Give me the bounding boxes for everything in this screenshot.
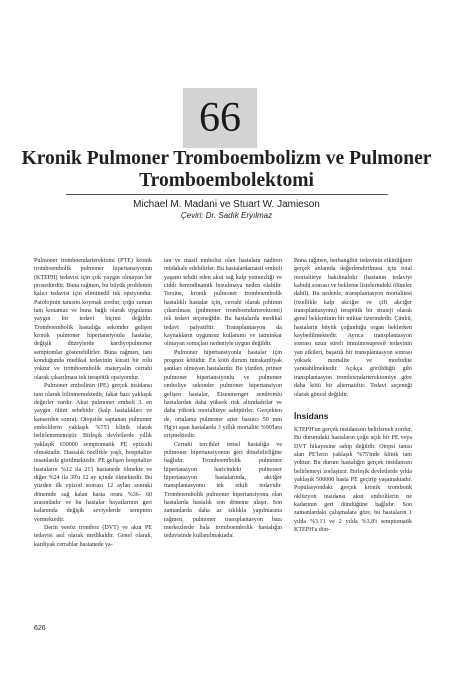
text-column-3 bbox=[294, 257, 412, 534]
page-number: 626 bbox=[34, 625, 46, 632]
paragraph: Pulmoner hipertansiyonlu hastalar için prognoz kötüdür. En kötü durum intrakardiyak şantları olmayan hastalardır. Bu yüzden, primer pulmoner hipertansiyonlu ve pulmoner emboliye sekonder pulmoner hipertansiyon gelişen hastalar, Eisenmenger sendromlu hastalardan daha yüksek risk altındadırlar ve daha yüksek mortaliteye sahiptirler. Gerçekten de, ortalama pulmoner arter basıncı 50 mm Hg'yi aşan hastalarda 3 yıllık mortalite %90'lara erişmektedir. bbox=[164, 349, 282, 440]
paragraph: Pulmoner embolinin (PE) gerçek insidansı tam olarak bilinmemektedir, fakat bazı yaklaşık değerler vardır. Akut pulmoner emboli 3. en yaygın ölüm sebebidir (kalp hastalıkları ve kanserden sonra). Otopside saptanan pulmoner embolilerin yaklaşık %75'i klinik olarak belirlenememiştir. Birleşik devletlerde yıllık yaklaşık 650000 semptomatik PE epizodu olmaktadır. Hastalık özellikle yaşlı, hospitalize insanlarda görülmektedir. PE gelişen hospitalize hastaların %12 ila 21'i hastanede ölmekte ve diğer %24 ila 39'u 12 ay içinde ölmektedir. Bu yüzden ilk epizod sonrası 12 aylan sonraki dönemde sağ kalan hasta oranı %36- 60 arasındadır ve bu hastalar hayatlarının geri kalanında değişik seviyelerde semptom vermektedir. bbox=[34, 383, 152, 523]
paragraph: tan ve masif embolisi olan hastalara nadiren müdahale edebilirler. Bu hastalardamasif emboli yaşamı tehdit eden akut sağ kalp yetmezliği ve ciddi hemodinamik bozulmaya neden olabilir. Tersine, kronik pulmoner tromboembolik hastalıklı hastalar için, cerrahi olarak pıhtının çıkarılması (pulmoner tromboendarterektomi) tek tedavi seçeneğidir. Bu hastalarda medikal tedavi palyatiftir. Transplantasyon da kaynakların uygunsuz kullanımı ve tatminkar olmayan sonuçları nedeniyle uygun değildir. bbox=[164, 258, 282, 348]
translator-credit: Çeviri: Dr. Sadık Eryılmaz bbox=[180, 211, 273, 220]
paragraph: Cerrahi tercihler temel hastalığa ve pulmoner hipertansiyonun geri dönebilirliğine bağlıdır. Tromboembolik pulmoner hipertansiyon haricindeki pulmoner hipertansiyon hastalarında, akciğer transplantasyonu tek etkili tedavidir. Tromboembolik pulmoner hipertansiyonu olan hastalarda hastalık son döneme ulaşır. Son zamanlarda daha az sıklıkla yapılmasına rağmen, pulmoner transplantasyon bazı merkezlerde hala tromboembolik hastalığın tedavisinde kullanılmaktadır. bbox=[164, 441, 282, 540]
text-column-1 bbox=[34, 257, 152, 549]
paragraph: Buna rağmen, herhangibir tedavinin etkinliğinin gerçek anlamda değerlendirilmesi için total mortaliteye bakılmalıdır (hastanın tedaviyi kabulü sonrası ve bekleme listelerindeki ölümler dahil). Bu nedenle, transplantasyon mortalitesi (özellikle kalp akciğer ve çift akciğer transplantasyonu) terapötik bir strateji olarak genel beklentinin bir miktar üzerindedir. Çünkü, hastaların büyük çoğunluğu organ beklerken kaybedilmektedir. Ayrıca transplantasyon sonrası uzun süreli immünosupresif tedavinin yan etkileri, başarılı bir transplantasyon sonrası yüksek mortalite ve morbidite yaratabilmektedir. Açıkça görüldüğü gibi transplantasyon tromboendarterektomiye göre daha kötü bir alternatiftir. Tedavi seçeneği olarak güncel değildir. bbox=[294, 258, 412, 398]
chapter-title-line-1: Kronik Pulmoner Tromboembolizm ve Pulmoner bbox=[21, 148, 432, 169]
section-heading: İnsidans bbox=[294, 410, 329, 421]
text-column-2 bbox=[164, 257, 282, 541]
paragraph: Derin venöz tromboz (DVT) ve akut PE tedavisi asıl olarak medikaldir. Genel olarak, kardiyak cerrahlar hastanede ya- bbox=[34, 525, 152, 548]
paragraph: Pulmoner tromboendarterektomi (PTE) kronik tromboembolik pulmoner hipertansiyonun (KTEPH) tedavisi için çok yaygın olmayan bir prosedürdür. Buna rağmen, bu büyük problemin kalıcı tedavisi için eliminedil tek opsiyondur. Patolojinin tanısını koymak zordur, çoğu zaman tanı konamaz ve buna bağlı olarak uygulama yaygın bir tedavi biçimi değildir. Tromboembolik hastalığa sekonder gelişen kronik pulmoner hipertansiyonlu hastalar, değişik düzeylerde kardiyopulmoner semptomlar gösterebilirler. Buna rağmen, tanı konduğunda medikal tedavinin kürati bir rolü yoktur ve tromboembolik materyalin cerrahi olarak çıkarılması tek terapötik opsiyondur. bbox=[34, 258, 152, 381]
chapter-number: 66 bbox=[199, 95, 241, 141]
authors: Michael M. Madani ve Stuart W. Jamieson bbox=[133, 199, 320, 210]
paragraph: KTEPH'un gerçek insidansını belirlemek zordur. Bu durumdaki hastaların çoğu açık bir PE veya DVT hikayesine sahip değildir. Otopsi tanısı alan PE'lerin yaklaşık %75'inde klinik tanı yoktur. Bu durum hastalığın gerçek insidansını belirlemeyi zorlaştırır. Birleşik devletlerde yılda yaklaşık 500000 hasta PE geçirip yaşamaktadır. Popülasyondaki gerçek kronik trombotik oklüzyon insidansı akut embolilerin ne kadarının geri döndüğüne bağlıdır. Son zamanlardaki çalışmalara göre, bu hastaların 1 yılda %3.1'i ve 2 yılda %3.8'i semptomatik KTEPH'a dön- bbox=[294, 426, 412, 533]
chapter-title-line-2: Tromboembolektomi bbox=[139, 170, 314, 191]
title-divider bbox=[66, 194, 388, 195]
chapter-title bbox=[20, 148, 433, 192]
